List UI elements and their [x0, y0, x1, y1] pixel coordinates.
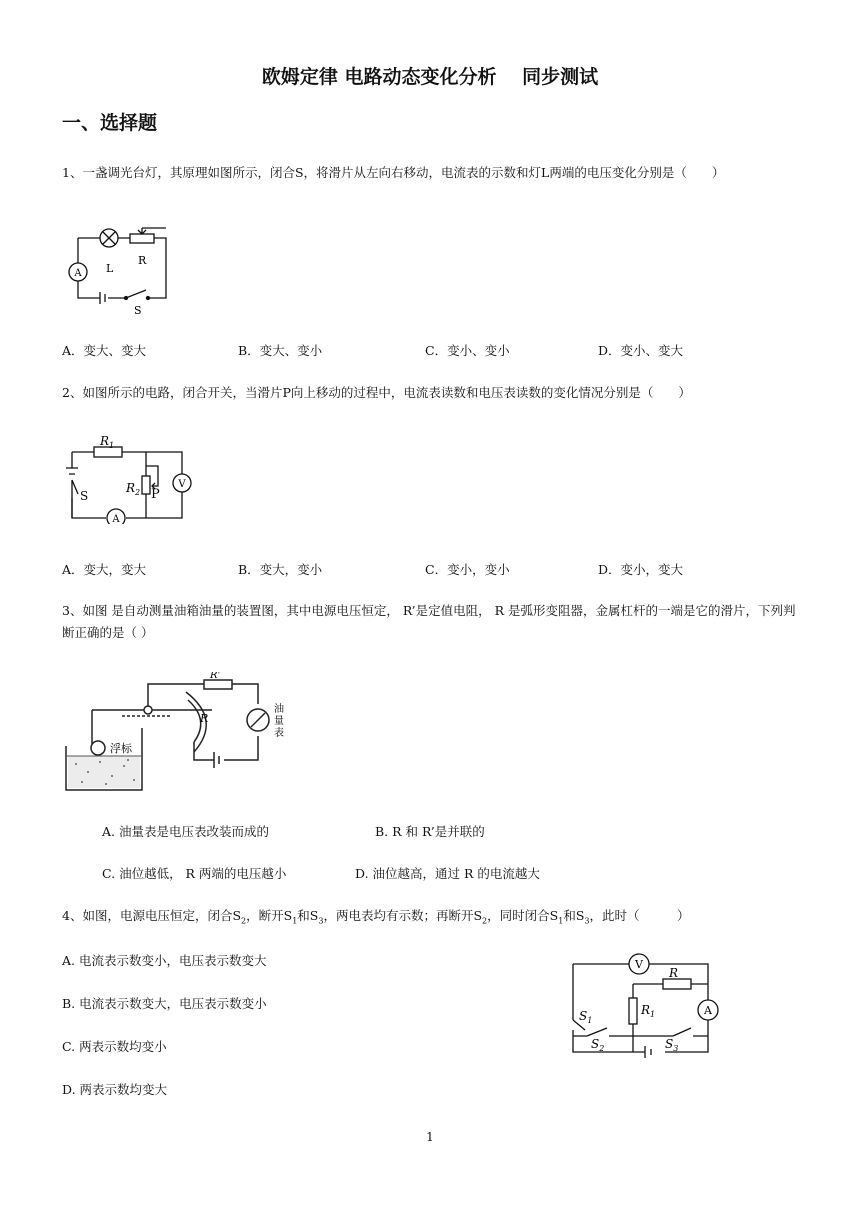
q4-s2-label: $S_2$: [591, 1037, 605, 1053]
q3-gauge-label-2: 量: [274, 716, 284, 727]
q4-ammeter-label: A: [704, 1004, 712, 1017]
q4-r-label: R: [669, 966, 679, 980]
q3-option-d: D. 油位越高，通过 R 的电流越大: [355, 866, 540, 881]
q2-option-a: A．变大，变大: [62, 562, 147, 577]
q2-option-d: D．变小，变大: [598, 562, 684, 577]
q4-option-b: B. 电流表示数变大，电压表示数变小: [62, 996, 267, 1011]
q3-float-label: 浮标: [110, 742, 132, 755]
q3-r-prime-label: R': [210, 672, 221, 681]
q3-r-label: R: [200, 712, 209, 725]
q1-option-c: C．变小、变小: [425, 343, 510, 358]
question-4-circuit-diagram: [565, 950, 725, 1065]
q4-voltmeter-label: V: [635, 958, 643, 971]
q3-option-c: C. 油位越低， R 两端的电压越小: [102, 866, 287, 881]
q1-option-a: A．变大、变大: [62, 343, 147, 358]
q1-lamp-label: L: [106, 262, 114, 275]
q2-ammeter-label: A: [112, 514, 120, 524]
question-3-stem: 3、如图 是自动测量油箱油量的装置图，其中电源电压恒定， R’是定值电阻， R 是弧形变阻器，金属杠杆的一端是它的滑片，下列判断正确的是（ ）: [62, 603, 796, 640]
q2-voltmeter-label: V: [178, 479, 186, 490]
q3-option-a: A. 油量表是电压表改装而成的: [102, 824, 269, 839]
section-heading: 一、选择题: [62, 112, 158, 134]
question-2-stem: 2、如图所示的电路，闭合开关，当滑片P向上移动的过程中，电流表读数和电压表读数的变化情况分别是（ ）: [62, 385, 691, 400]
question-2-circuit-diagram: [62, 428, 192, 524]
q4-s3-label: $S_3$: [665, 1037, 679, 1053]
q3-gauge-label-1: 油: [274, 704, 284, 715]
q4-r1-label: $R_1$: [641, 1003, 656, 1019]
q1-ammeter-label: A: [74, 268, 82, 279]
page-title: 欧姆定律 电路动态变化分析 同步测试: [261, 66, 599, 88]
q4-s1-label: $S_1$: [579, 1009, 593, 1025]
q1-switch-label: S: [134, 304, 142, 317]
q2-slider-p-label: P: [151, 487, 160, 502]
q4-option-a: A. 电流表示数变小，电压表示数变大: [62, 953, 267, 968]
q1-option-d: D．变小、变大: [598, 343, 684, 358]
q4-option-d: D. 两表示数均变大: [62, 1082, 168, 1097]
question-4-stem: 4、如图，电源电压恒定，闭合$S_2$，断开$S_1$和$S_3$，两电表均有示数；再断开$S_2$，同时闭合$S_1$和$S_3$，此时（ ）: [62, 908, 690, 926]
q4-option-c: C. 两表示数均变小: [62, 1039, 167, 1054]
q2-r2-label: $R_2$: [126, 481, 141, 497]
question-1-stem: 1、一盏调光台灯，其原理如图所示，闭合S，将滑片从左向右移动，电流表的示数和灯L两端的电压变化分别是（ ）: [62, 165, 725, 180]
question-1-circuit-diagram: [62, 226, 182, 318]
page-number: 1: [426, 1130, 434, 1144]
q2-r1-label: $R_1$: [100, 434, 115, 450]
q3-option-b: B. R 和 R’是并联的: [375, 824, 485, 839]
q3-gauge-label-3: 表: [274, 728, 284, 739]
q2-switch-label: S: [80, 489, 89, 503]
q2-option-b: B．变大，变小: [238, 562, 323, 577]
q2-option-c: C．变小，变小: [425, 562, 510, 577]
question-3-oil-gauge-diagram: [62, 672, 302, 794]
q1-option-b: B．变大、变小: [238, 343, 323, 358]
q1-rheostat-label: R: [138, 254, 147, 267]
